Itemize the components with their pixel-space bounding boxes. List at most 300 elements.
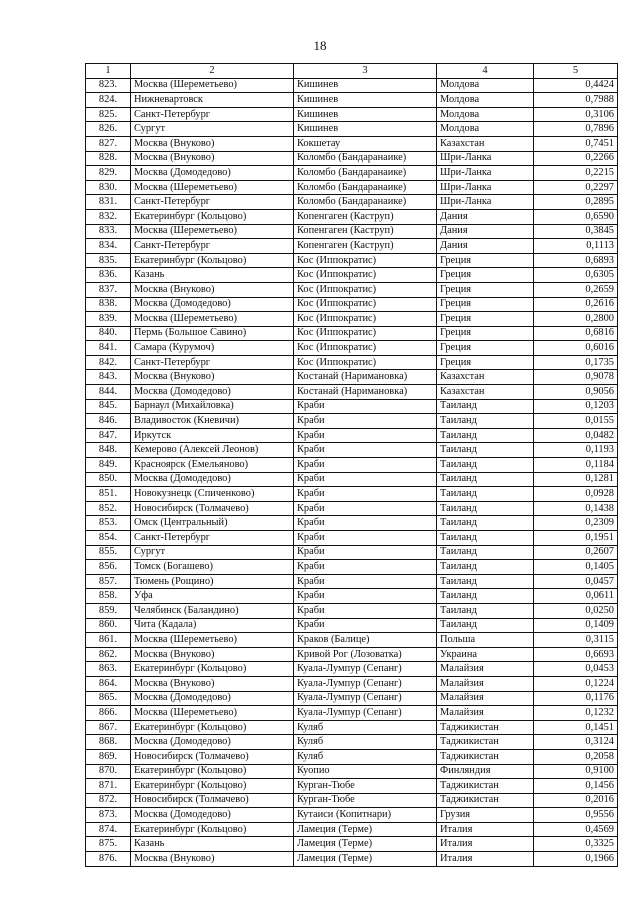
row-number: 871. bbox=[86, 779, 131, 794]
destination-country: Таджикистан bbox=[437, 793, 534, 808]
row-number: 831. bbox=[86, 195, 131, 210]
origin-airport: Москва (Внуково) bbox=[131, 136, 294, 151]
row-number: 856. bbox=[86, 560, 131, 575]
row-number: 851. bbox=[86, 487, 131, 502]
table-row bbox=[86, 852, 618, 867]
origin-airport: Москва (Шереметьево) bbox=[131, 180, 294, 195]
origin-airport: Сургут bbox=[131, 545, 294, 560]
row-number: 829. bbox=[86, 166, 131, 181]
table-row bbox=[86, 180, 618, 195]
origin-airport: Тюмень (Рощино) bbox=[131, 574, 294, 589]
coefficient: 0,2058 bbox=[534, 749, 618, 764]
row-number: 839. bbox=[86, 312, 131, 327]
coefficient: 0,1966 bbox=[534, 852, 618, 867]
origin-airport: Санкт-Петербург bbox=[131, 195, 294, 210]
table-row bbox=[86, 662, 618, 677]
destination-country: Молдова bbox=[437, 107, 534, 122]
destination-airport: Краби bbox=[294, 501, 437, 516]
table-row bbox=[86, 107, 618, 122]
coefficient: 0,6016 bbox=[534, 341, 618, 356]
table-row bbox=[86, 458, 618, 473]
destination-airport: Копенгаген (Каструп) bbox=[294, 224, 437, 239]
table-row bbox=[86, 414, 618, 429]
origin-airport: Москва (Шереметьево) bbox=[131, 78, 294, 93]
coefficient: 0,1438 bbox=[534, 501, 618, 516]
destination-airport: Куляб bbox=[294, 749, 437, 764]
destination-airport: Краби bbox=[294, 516, 437, 531]
destination-country: Таджикистан bbox=[437, 749, 534, 764]
destination-airport: Краби bbox=[294, 443, 437, 458]
destination-country: Таиланд bbox=[437, 501, 534, 516]
row-number: 853. bbox=[86, 516, 131, 531]
destination-country: Таджикистан bbox=[437, 720, 534, 735]
coefficient: 0,6305 bbox=[534, 268, 618, 283]
row-number: 827. bbox=[86, 136, 131, 151]
table-row bbox=[86, 531, 618, 546]
destination-airport: Кос (Иппократис) bbox=[294, 253, 437, 268]
origin-airport: Москва (Внуково) bbox=[131, 151, 294, 166]
destination-country: Таиланд bbox=[437, 574, 534, 589]
destination-country: Молдова bbox=[437, 78, 534, 93]
destination-country: Греция bbox=[437, 355, 534, 370]
origin-airport: Екатеринбург (Кольцово) bbox=[131, 253, 294, 268]
coefficient: 0,1203 bbox=[534, 399, 618, 414]
destination-country: Греция bbox=[437, 268, 534, 283]
coefficient: 0,0457 bbox=[534, 574, 618, 589]
destination-country: Молдова bbox=[437, 93, 534, 108]
coefficient: 0,0611 bbox=[534, 589, 618, 604]
coefficient: 0,7896 bbox=[534, 122, 618, 137]
table-row bbox=[86, 385, 618, 400]
coefficient: 0,0155 bbox=[534, 414, 618, 429]
coefficient: 0,1456 bbox=[534, 779, 618, 794]
row-number: 841. bbox=[86, 341, 131, 356]
destination-country: Таиланд bbox=[437, 472, 534, 487]
coefficient: 0,2297 bbox=[534, 180, 618, 195]
destination-airport: Кишинев bbox=[294, 93, 437, 108]
table-header bbox=[86, 64, 618, 79]
table-row bbox=[86, 341, 618, 356]
origin-airport: Сургут bbox=[131, 122, 294, 137]
coefficient: 0,4569 bbox=[534, 822, 618, 837]
origin-airport: Екатеринбург (Кольцово) bbox=[131, 720, 294, 735]
destination-airport: Ламеция (Терме) bbox=[294, 837, 437, 852]
coefficient: 0,1113 bbox=[534, 239, 618, 254]
row-number: 838. bbox=[86, 297, 131, 312]
table-row bbox=[86, 166, 618, 181]
destination-country: Таиланд bbox=[437, 603, 534, 618]
origin-airport: Екатеринбург (Кольцово) bbox=[131, 822, 294, 837]
table-row bbox=[86, 793, 618, 808]
destination-country: Дания bbox=[437, 224, 534, 239]
origin-airport: Москва (Домодедово) bbox=[131, 385, 294, 400]
destination-airport: Кутаиси (Копитнари) bbox=[294, 808, 437, 823]
table-row bbox=[86, 78, 618, 93]
row-number: 866. bbox=[86, 706, 131, 721]
origin-airport: Красноярск (Емельяново) bbox=[131, 458, 294, 473]
row-number: 832. bbox=[86, 209, 131, 224]
origin-airport: Уфа bbox=[131, 589, 294, 604]
origin-airport: Нижневартовск bbox=[131, 93, 294, 108]
coefficient: 0,0928 bbox=[534, 487, 618, 502]
destination-airport: Краби bbox=[294, 414, 437, 429]
origin-airport: Иркутск bbox=[131, 428, 294, 443]
coefficient: 0,3115 bbox=[534, 633, 618, 648]
destination-country: Греция bbox=[437, 253, 534, 268]
table-row bbox=[86, 428, 618, 443]
row-number: 834. bbox=[86, 239, 131, 254]
destination-airport: Краби bbox=[294, 487, 437, 502]
origin-airport: Санкт-Петербург bbox=[131, 239, 294, 254]
table-row bbox=[86, 268, 618, 283]
origin-airport: Москва (Домодедово) bbox=[131, 297, 294, 312]
row-number: 846. bbox=[86, 414, 131, 429]
destination-country: Грузия bbox=[437, 808, 534, 823]
origin-airport: Москва (Домодедово) bbox=[131, 735, 294, 750]
table-row bbox=[86, 487, 618, 502]
table-row bbox=[86, 516, 618, 531]
table-row bbox=[86, 676, 618, 691]
destination-country: Таиланд bbox=[437, 545, 534, 560]
row-number: 850. bbox=[86, 472, 131, 487]
table-row bbox=[86, 326, 618, 341]
destination-airport: Краби bbox=[294, 618, 437, 633]
destination-country: Малайзия bbox=[437, 706, 534, 721]
coefficient: 0,6693 bbox=[534, 647, 618, 662]
row-number: 857. bbox=[86, 574, 131, 589]
destination-airport: Краби bbox=[294, 545, 437, 560]
row-number: 833. bbox=[86, 224, 131, 239]
table-row bbox=[86, 560, 618, 575]
row-number: 842. bbox=[86, 355, 131, 370]
destination-airport: Краби bbox=[294, 458, 437, 473]
row-number: 828. bbox=[86, 151, 131, 166]
coefficient: 0,2309 bbox=[534, 516, 618, 531]
table-row bbox=[86, 239, 618, 254]
row-number: 867. bbox=[86, 720, 131, 735]
table-row bbox=[86, 603, 618, 618]
origin-airport: Екатеринбург (Кольцово) bbox=[131, 764, 294, 779]
destination-airport: Куала-Лумпур (Сепанг) bbox=[294, 662, 437, 677]
row-number: 826. bbox=[86, 122, 131, 137]
coefficient: 0,2800 bbox=[534, 312, 618, 327]
table-row bbox=[86, 501, 618, 516]
origin-airport: Кемерово (Алексей Леонов) bbox=[131, 443, 294, 458]
destination-country: Малайзия bbox=[437, 676, 534, 691]
row-number: 852. bbox=[86, 501, 131, 516]
row-number: 875. bbox=[86, 837, 131, 852]
coefficient: 0,9556 bbox=[534, 808, 618, 823]
destination-country: Таджикистан bbox=[437, 779, 534, 794]
table-row bbox=[86, 122, 618, 137]
row-number: 844. bbox=[86, 385, 131, 400]
coefficient: 0,1281 bbox=[534, 472, 618, 487]
destination-country: Польша bbox=[437, 633, 534, 648]
origin-airport: Владивосток (Кневичи) bbox=[131, 414, 294, 429]
destination-country: Таиланд bbox=[437, 487, 534, 502]
destination-airport: Кокшетау bbox=[294, 136, 437, 151]
coefficient: 0,9056 bbox=[534, 385, 618, 400]
destination-country: Греция bbox=[437, 282, 534, 297]
coefficient: 0,9100 bbox=[534, 764, 618, 779]
destination-country: Таиланд bbox=[437, 560, 534, 575]
row-number: 865. bbox=[86, 691, 131, 706]
row-number: 824. bbox=[86, 93, 131, 108]
header-col-country: 4 bbox=[437, 64, 534, 79]
origin-airport: Казань bbox=[131, 268, 294, 283]
destination-airport: Краби bbox=[294, 560, 437, 575]
row-number: 862. bbox=[86, 647, 131, 662]
coefficient: 0,2607 bbox=[534, 545, 618, 560]
destination-country: Таиланд bbox=[437, 516, 534, 531]
coefficient: 0,2659 bbox=[534, 282, 618, 297]
coefficient: 0,1735 bbox=[534, 355, 618, 370]
destination-country: Таиланд bbox=[437, 589, 534, 604]
row-number: 873. bbox=[86, 808, 131, 823]
coefficient: 0,0250 bbox=[534, 603, 618, 618]
destination-airport: Краби bbox=[294, 603, 437, 618]
row-number: 855. bbox=[86, 545, 131, 560]
coefficient: 0,6816 bbox=[534, 326, 618, 341]
coefficient: 0,1176 bbox=[534, 691, 618, 706]
table-row bbox=[86, 706, 618, 721]
row-number: 860. bbox=[86, 618, 131, 633]
row-number: 825. bbox=[86, 107, 131, 122]
row-number: 854. bbox=[86, 531, 131, 546]
table-row bbox=[86, 808, 618, 823]
origin-airport: Москва (Домодедово) bbox=[131, 691, 294, 706]
destination-airport: Краби bbox=[294, 589, 437, 604]
destination-country: Таиланд bbox=[437, 414, 534, 429]
row-number: 876. bbox=[86, 852, 131, 867]
origin-airport: Чита (Кадала) bbox=[131, 618, 294, 633]
row-number: 840. bbox=[86, 326, 131, 341]
table-row bbox=[86, 545, 618, 560]
origin-airport: Екатеринбург (Кольцово) bbox=[131, 209, 294, 224]
origin-airport: Москва (Шереметьево) bbox=[131, 312, 294, 327]
coefficient: 0,1451 bbox=[534, 720, 618, 735]
coefficient: 0,6590 bbox=[534, 209, 618, 224]
destination-airport: Кишинев bbox=[294, 78, 437, 93]
header-col-origin: 2 bbox=[131, 64, 294, 79]
destination-airport: Куала-Лумпур (Сепанг) bbox=[294, 691, 437, 706]
header-col-coefficient: 5 bbox=[534, 64, 618, 79]
coefficient: 0,7451 bbox=[534, 136, 618, 151]
table-row bbox=[86, 370, 618, 385]
destination-country: Таиланд bbox=[437, 428, 534, 443]
destination-country: Шри-Ланка bbox=[437, 151, 534, 166]
coefficient: 0,1232 bbox=[534, 706, 618, 721]
destination-airport: Коломбо (Бандаранаике) bbox=[294, 151, 437, 166]
origin-airport: Омск (Центральный) bbox=[131, 516, 294, 531]
table-row bbox=[86, 312, 618, 327]
row-number: 859. bbox=[86, 603, 131, 618]
table-row bbox=[86, 691, 618, 706]
coefficient: 0,4424 bbox=[534, 78, 618, 93]
destination-airport: Куала-Лумпур (Сепанг) bbox=[294, 676, 437, 691]
row-number: 837. bbox=[86, 282, 131, 297]
row-number: 861. bbox=[86, 633, 131, 648]
destination-country: Украина bbox=[437, 647, 534, 662]
destination-airport: Куляб bbox=[294, 720, 437, 735]
row-number: 868. bbox=[86, 735, 131, 750]
origin-airport: Москва (Шереметьево) bbox=[131, 633, 294, 648]
destination-airport: Кос (Иппократис) bbox=[294, 355, 437, 370]
destination-country: Таиланд bbox=[437, 531, 534, 546]
table-row bbox=[86, 282, 618, 297]
destination-country: Казахстан bbox=[437, 136, 534, 151]
destination-airport: Копенгаген (Каструп) bbox=[294, 239, 437, 254]
table-row bbox=[86, 253, 618, 268]
origin-airport: Пермь (Большое Савино) bbox=[131, 326, 294, 341]
destination-airport: Кос (Иппократис) bbox=[294, 297, 437, 312]
destination-country: Италия bbox=[437, 822, 534, 837]
row-number: 864. bbox=[86, 676, 131, 691]
row-number: 858. bbox=[86, 589, 131, 604]
row-number: 869. bbox=[86, 749, 131, 764]
row-number: 874. bbox=[86, 822, 131, 837]
destination-airport: Костанай (Наримановка) bbox=[294, 370, 437, 385]
destination-country: Италия bbox=[437, 852, 534, 867]
coefficient: 0,1224 bbox=[534, 676, 618, 691]
destination-airport: Коломбо (Бандаранаике) bbox=[294, 166, 437, 181]
coefficient: 0,1409 bbox=[534, 618, 618, 633]
table-row bbox=[86, 195, 618, 210]
origin-airport: Барнаул (Михайловка) bbox=[131, 399, 294, 414]
coefficient: 0,2895 bbox=[534, 195, 618, 210]
table-row bbox=[86, 224, 618, 239]
row-number: 849. bbox=[86, 458, 131, 473]
destination-airport: Куляб bbox=[294, 735, 437, 750]
coefficient: 0,2266 bbox=[534, 151, 618, 166]
destination-airport: Кос (Иппократис) bbox=[294, 312, 437, 327]
table-body bbox=[86, 78, 618, 866]
coefficient: 0,3325 bbox=[534, 837, 618, 852]
coefficient: 0,2616 bbox=[534, 297, 618, 312]
destination-airport: Краби bbox=[294, 399, 437, 414]
destination-country: Греция bbox=[437, 341, 534, 356]
origin-airport: Москва (Домодедово) bbox=[131, 472, 294, 487]
destination-country: Финляндия bbox=[437, 764, 534, 779]
row-number: 845. bbox=[86, 399, 131, 414]
destination-airport: Краби bbox=[294, 531, 437, 546]
origin-airport: Москва (Шереметьево) bbox=[131, 706, 294, 721]
origin-airport: Санкт-Петербург bbox=[131, 107, 294, 122]
destination-country: Дания bbox=[437, 239, 534, 254]
destination-airport: Ламеция (Терме) bbox=[294, 822, 437, 837]
destination-airport: Кос (Иппократис) bbox=[294, 341, 437, 356]
destination-country: Италия bbox=[437, 837, 534, 852]
destination-country: Шри-Ланка bbox=[437, 180, 534, 195]
coefficient: 0,7988 bbox=[534, 93, 618, 108]
table-row bbox=[86, 151, 618, 166]
destination-airport: Кишинев bbox=[294, 107, 437, 122]
origin-airport: Санкт-Петербург bbox=[131, 355, 294, 370]
origin-airport: Челябинск (Баландино) bbox=[131, 603, 294, 618]
destination-country: Греция bbox=[437, 326, 534, 341]
table-row bbox=[86, 297, 618, 312]
row-number: 847. bbox=[86, 428, 131, 443]
origin-airport: Самара (Курумоч) bbox=[131, 341, 294, 356]
table-row bbox=[86, 749, 618, 764]
destination-airport: Краби bbox=[294, 428, 437, 443]
coefficient: 0,3124 bbox=[534, 735, 618, 750]
page-number: 18 bbox=[313, 38, 327, 53]
table-row bbox=[86, 633, 618, 648]
row-number: 843. bbox=[86, 370, 131, 385]
origin-airport: Москва (Внуково) bbox=[131, 647, 294, 662]
coefficient: 0,1951 bbox=[534, 531, 618, 546]
destination-airport: Курган-Тюбе bbox=[294, 779, 437, 794]
destination-airport: Коломбо (Бандаранаике) bbox=[294, 195, 437, 210]
table-row bbox=[86, 764, 618, 779]
coefficient: 0,3845 bbox=[534, 224, 618, 239]
destination-airport: Куала-Лумпур (Сепанг) bbox=[294, 706, 437, 721]
destination-country: Греция bbox=[437, 312, 534, 327]
destination-country: Греция bbox=[437, 297, 534, 312]
table-row bbox=[86, 647, 618, 662]
coefficient: 0,2016 bbox=[534, 793, 618, 808]
destination-airport: Кос (Иппократис) bbox=[294, 326, 437, 341]
destination-country: Малайзия bbox=[437, 662, 534, 677]
origin-airport: Новосибирск (Толмачево) bbox=[131, 501, 294, 516]
destination-country: Дания bbox=[437, 209, 534, 224]
table-row bbox=[86, 589, 618, 604]
origin-airport: Новосибирск (Толмачево) bbox=[131, 793, 294, 808]
row-number: 835. bbox=[86, 253, 131, 268]
table-row bbox=[86, 837, 618, 852]
table-row bbox=[86, 399, 618, 414]
destination-country: Шри-Ланка bbox=[437, 166, 534, 181]
destination-airport: Куопио bbox=[294, 764, 437, 779]
destination-airport: Краби bbox=[294, 574, 437, 589]
destination-airport: Курган-Тюбе bbox=[294, 793, 437, 808]
origin-airport: Москва (Домодедово) bbox=[131, 166, 294, 181]
coefficient: 0,1405 bbox=[534, 560, 618, 575]
destination-airport: Краков (Балице) bbox=[294, 633, 437, 648]
origin-airport: Екатеринбург (Кольцово) bbox=[131, 779, 294, 794]
table-row bbox=[86, 209, 618, 224]
destination-country: Казахстан bbox=[437, 370, 534, 385]
table-row bbox=[86, 779, 618, 794]
coefficient: 0,2215 bbox=[534, 166, 618, 181]
destination-airport: Костанай (Наримановка) bbox=[294, 385, 437, 400]
table-row bbox=[86, 574, 618, 589]
table-row bbox=[86, 618, 618, 633]
destination-country: Шри-Ланка bbox=[437, 195, 534, 210]
destination-airport: Кос (Иппократис) bbox=[294, 268, 437, 283]
origin-airport: Екатеринбург (Кольцово) bbox=[131, 662, 294, 677]
origin-airport: Москва (Внуково) bbox=[131, 852, 294, 867]
header-col-destination: 3 bbox=[294, 64, 437, 79]
header-col-number: 1 bbox=[86, 64, 131, 79]
origin-airport: Москва (Внуково) bbox=[131, 676, 294, 691]
origin-airport: Москва (Внуково) bbox=[131, 370, 294, 385]
coefficient: 0,6893 bbox=[534, 253, 618, 268]
destination-country: Таиланд bbox=[437, 399, 534, 414]
destination-country: Молдова bbox=[437, 122, 534, 137]
header-row bbox=[86, 64, 618, 79]
row-number: 836. bbox=[86, 268, 131, 283]
origin-airport: Новокузнецк (Спиченково) bbox=[131, 487, 294, 502]
row-number: 870. bbox=[86, 764, 131, 779]
table-row bbox=[86, 93, 618, 108]
destination-country: Таиланд bbox=[437, 618, 534, 633]
destination-airport: Кривой Рог (Лозоватка) bbox=[294, 647, 437, 662]
destination-airport: Копенгаген (Каструп) bbox=[294, 209, 437, 224]
origin-airport: Санкт-Петербург bbox=[131, 531, 294, 546]
table-row bbox=[86, 735, 618, 750]
